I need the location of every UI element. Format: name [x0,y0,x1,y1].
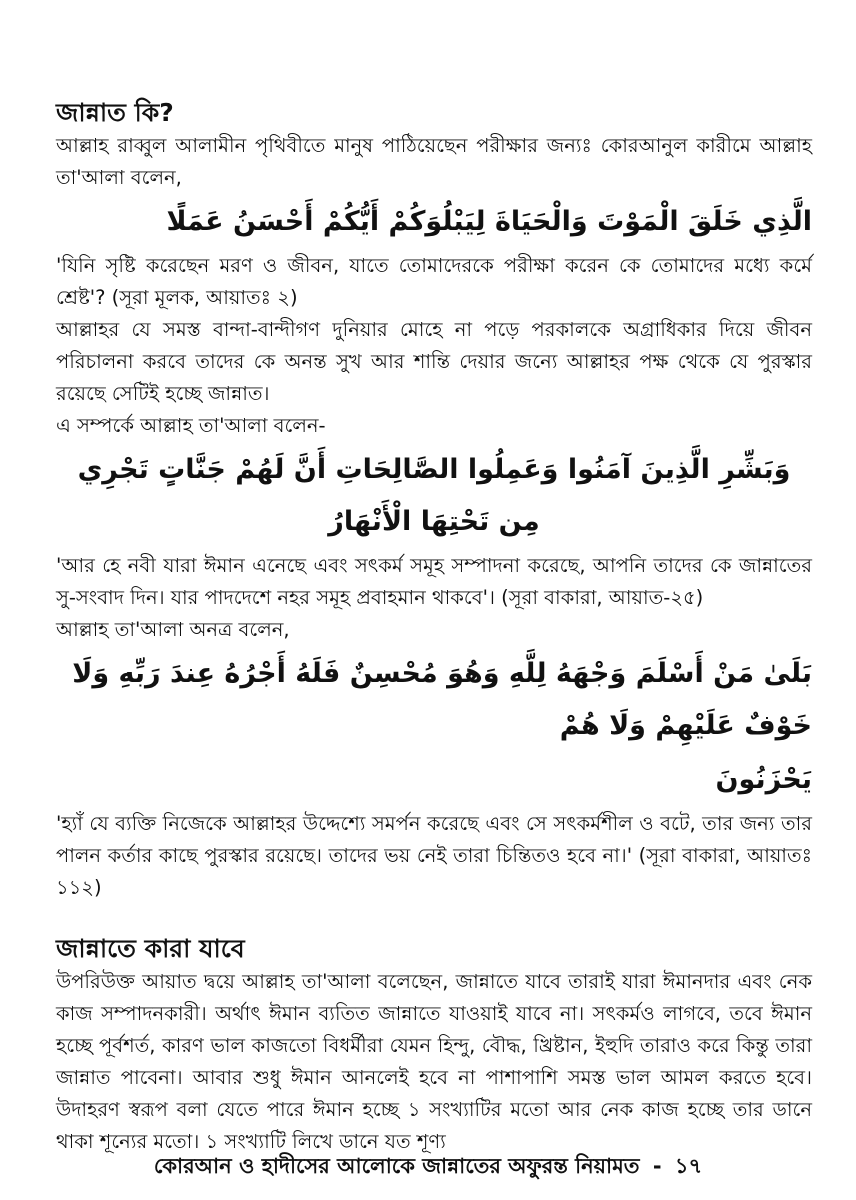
section-gap [56,904,812,932]
section-heading-what-is-jannat: জান্নাত কি? [56,98,174,127]
translation-baqara-112: 'হ্যাঁ যে ব্যক্তি নিজেকে আল্লাহর উদ্দেশ্যে সমর্পন করেছে এবং সে সৎকর্মশীল ও বটে, তার জন্য তার পালন কর্তার কাছে পুরস্কার রয়েছে। তাদের ভয় নেই তারা চিন্তিতও হবে না।' (সূরা বাকারা, আয়াতঃ ১১২) [56,812,812,899]
translation-mulk: 'যিনি সৃষ্টি করেছেন মরণ ও জীবন, যাতে তোমাদেরকে পরীক্ষা করেন কে তোমাদের মধ্যে কর্মে শ্রেষ্ট'? (সূরা মূলক, আয়াতঃ ২) [56,254,812,309]
section-heading-who-enters-jannat: জান্নাতে কারা যাবে [56,934,245,963]
translation-baqara-25: 'আর হে নবী যারা ঈমান এনেছে এবং সৎকর্ম সমূহ সম্পাদনা করেছে, আপনি তাদের কে জান্নাতের সু-সংবাদ দিন। যার পাদদেশে নহর সমূহ প্রবাহমান থাকবে'। (সূরা বাকারা, আয়াত-২৫) [56,554,812,609]
paragraph-intro-verse-2: এ সম্পর্কে আল্লাহ তা'আলা বলেন- [56,414,326,437]
page-footer [0,1150,856,1182]
footer-separator: - [652,1154,662,1178]
paragraph-intro: আল্লাহ রাব্বুল আলামীন পৃথিবীতে মানুষ পাঠিয়েছেন পরীক্ষার জন্যঃ কোরআনুল কারীমে আল্লাহ তা'আলা বলেন, [56,134,812,189]
book-title: কোরআন ও হাদীসের আলোকে জান্নাতের অফুরন্ত নিয়ামত [153,1154,640,1178]
arabic-verse-mulk: الَّذِي خَلَقَ الْمَوْتَ وَالْحَيَاةَ لِيَبْلُوَكُمْ أَيُّكُمْ أَحْسَنُ عَمَلًا [166,206,812,237]
arabic-verse-baqara-112-line-2: يَحْزَنُونَ [715,764,812,795]
arabic-verse-baqara-112-line-1: بَلَىٰ مَنْ أَسْلَمَ وَجْهَهُ لِلَّهِ وَهُوَ مُحْسِنٌ فَلَهُ أَجْرُهُ عِندَ رَبِّهِ وَلَا خَوْفٌ عَلَيْهِمْ وَلَا هُمْ [72,658,812,741]
paragraph-intro-verse-3: আল্লাহ তা'আলা অনত্র বলেন, [56,618,290,641]
page-number: ১৭ [674,1154,703,1178]
arabic-verse-baqara-25: وَبَشِّرِ الَّذِينَ آمَنُوا وَعَمِلُوا الصَّالِحَاتِ أَنَّ لَهُمْ جَنَّاتٍ تَجْرِي مِن تَحْتِهَا الْأَنْهَارُ [77,454,791,537]
paragraph-who-enters: উপরিউক্ত আয়াত দ্বয়ে আল্লাহ তা'আলা বলেছেন, জান্নাতে যাবে তারাই যারা ঈমানদার এবং নেক কাজ সম্পাদনকারী। অর্থাৎ ঈমান ব্যতিত জান্নাতে যাওয়াই যাবে না। সৎকর্মও লাগবে, তবে ঈমান হচ্ছে পূর্বশর্ত, কারণ ভাল কাজতো বিধর্মীরা যেমন হিন্দু, বৌদ্ধ, খ্রিষ্টান, ইহুদি তারাও করে কিন্তু তারা জান্নাত পাবেনা। আবার শুধু ঈমান আনলেই হবে না পাশাপাশি সমস্ত ভাল আমল করতে হবে। উদাহরণ স্বরূপ বলা যেতে পারে ঈমান হচ্ছে ১ সংখ্যাটির মতো আর নেক কাজ হচ্ছে তার ডানে থাকা শূন্যের মতো। ১ সংখ্যাটি লিখে ডানে যত শূণ্য [56,970,812,1153]
paragraph-jannat-definition: আল্লাহর যে সমস্ত বান্দা-বান্দীগণ দুনিয়ার মোহে না পড়ে পরকালকে অগ্রাধিকার দিয়ে জীবন পরিচালনা করবে তাদের কে অনন্ত সুখ আর শান্তি দেয়ার জন্যে আল্লাহর পক্ষ থেকে যে পুরস্কার রয়েছে সেটিই হচ্ছে জান্নাত। [56,318,812,405]
page-content [56,96,812,1186]
